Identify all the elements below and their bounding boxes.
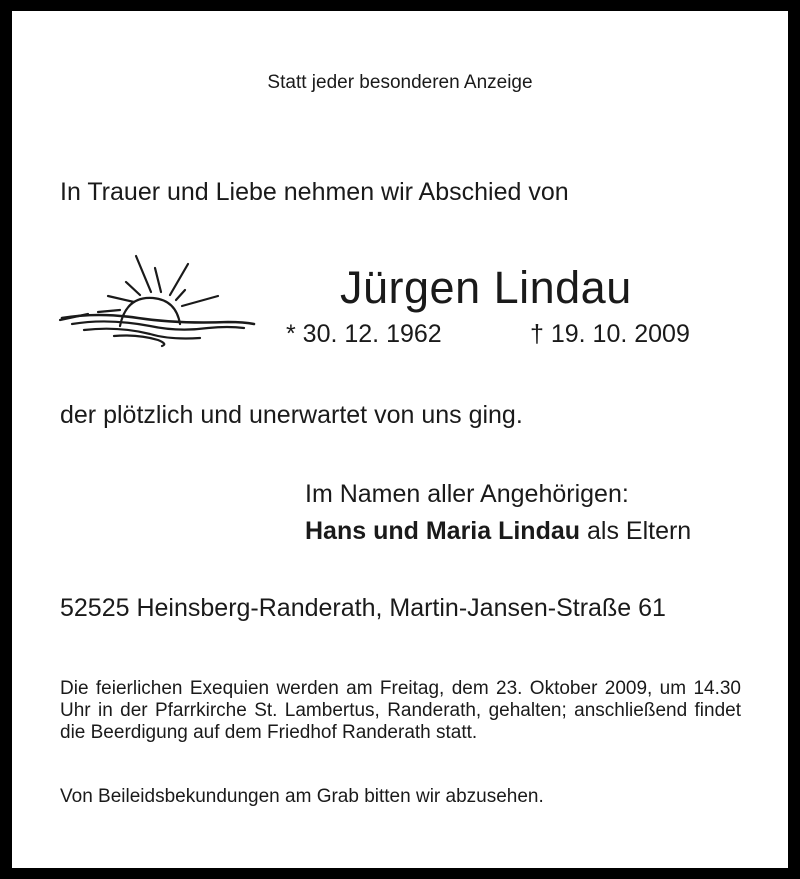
sunrise-icon [58, 254, 258, 350]
birth-date: * 30. 12. 1962 [286, 320, 442, 348]
passing-text: der plötzlich und unerwartet von uns ging. [60, 401, 523, 429]
family-signature [305, 517, 691, 546]
address: 52525 Heinsberg-Randerath, Martin-Jansen-Straße 61 [60, 594, 666, 622]
family-intro: Im Namen aller Angehörigen: [305, 480, 629, 508]
intro-text: In Trauer und Liebe nehmen wir Abschied von [60, 178, 569, 206]
family-relation: als Eltern [586, 517, 692, 545]
condolence-note: Von Beileidsbekundungen am Grab bitten wir abzusehen. [60, 786, 544, 807]
exequies-text: Die feierlichen Exequien werden am Freitag, dem 23. Oktober 2009, um 14.30 Uhr in der Pfarrkirche St. Lambertus, Randerath, gehalten; anschließend findet die Beerdigung auf dem Friedhof Randerath statt. [60, 678, 741, 743]
deceased-name: Jürgen Lindau [340, 262, 632, 313]
family-names: Hans und Maria Lindau [305, 517, 581, 545]
death-date: † 19. 10. 2009 [530, 320, 690, 348]
header-note: Statt jeder besonderen Anzeige [267, 72, 533, 93]
